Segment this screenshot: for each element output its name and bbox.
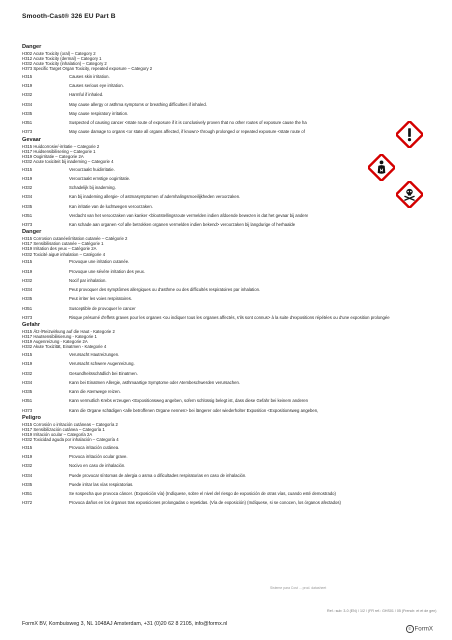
hazard-statement-row (22, 127, 416, 136)
hazard-code: H315 (22, 259, 33, 265)
hazard-statement-row (22, 257, 416, 266)
hazard-section (22, 322, 416, 415)
hazard-statement-row (22, 443, 416, 452)
health-hazard-pictogram (368, 154, 395, 181)
footer-address: FormX BV, Kombuisweg 3, NL 1048AJ Amsterdam, +31 (0)20 62 8 2105, info@formx.nl (22, 621, 228, 627)
hazard-text: Kan bij inademing allergie- of astmasymptomen of ademhalingsmoeilijkheden veroorzaken. (69, 194, 241, 200)
hazard-statement-row (22, 118, 416, 127)
hazard-code: H334 (22, 472, 33, 478)
hazard-text: Veroorzaakt huidirritatie. (69, 166, 115, 172)
hazard-code: H319 (22, 454, 33, 460)
hazard-classification: H332 Akute Toxizität, Einatmen - Kategorie 4 (22, 344, 107, 350)
hazard-text: Verursacht Hautreizungen. (69, 352, 120, 358)
signal-word: Danger (22, 44, 42, 50)
hazard-code: H334 (22, 101, 33, 107)
hazard-statement-row (22, 165, 416, 174)
signal-word: Danger (22, 229, 42, 236)
hazard-classification: H315 Huidcorrosie/-irritatie – Categorie 2 (22, 143, 100, 149)
hazard-code: H351 (22, 398, 33, 404)
hazard-text: May cause damage to organs <or state all organs affected, if known> through prolonged or repeated exposure <state route of (69, 129, 305, 135)
hazard-statement-row (22, 452, 416, 461)
hazard-section (22, 137, 416, 230)
hazard-text: Kann die Organe schädigen <alle betroffenen Organe nennen> bei längerer oder wiederholter Exposition <Expositionsweg angeben, (69, 407, 319, 413)
hazard-code: H335 (22, 481, 33, 487)
hazard-section (22, 415, 416, 508)
stamp-text: Sisteme para Cost ... prod. datasheet (270, 586, 327, 590)
hazard-statement-row (22, 183, 416, 192)
hazard-text: Provoque une irritation cutanée. (69, 259, 130, 265)
hazard-code: H373 (22, 314, 33, 320)
hazard-classification: H312 Acute Toxicity (dermal) – Category 1 (22, 55, 102, 61)
hazard-code: H351 (22, 305, 33, 311)
hazard-statement-row (22, 387, 416, 396)
hazard-code: H319 (22, 268, 33, 274)
hazard-code: H332 (22, 92, 33, 98)
hazard-code: H335 (22, 110, 33, 116)
hazard-classification: H319 Augenreizung - Kategorie 2A (22, 339, 88, 345)
hazard-classification: H302 Acute Toxicity (oral) – Category 2 (22, 50, 96, 56)
hazard-code: H315 (22, 166, 33, 172)
hazard-content (22, 44, 416, 508)
hazard-statement-row (22, 378, 416, 387)
hazard-text: Puede provocar síntomas de alergia o asma o dificultades respiratorias en caso de inhalación. (69, 472, 247, 478)
hazard-code: H315 (22, 73, 33, 79)
hazard-text: Kan schade aan organen <of alle betrokken organen vermelden indien bekend> veroorzaken bij langdurige of herhaalde (69, 222, 296, 228)
hazard-code: H335 (22, 389, 33, 395)
hazard-text: Provoque une sévère irritation des yeux. (69, 268, 146, 274)
hazard-text: Peut provoquer des symptômes allergiques ou d'asthme ou des difficultés respiratoires par inhalation. (69, 287, 261, 293)
hazard-code: H332 (22, 463, 33, 469)
hazard-classification: H317 Huidsensibilisering – Categorie 1 (22, 148, 96, 154)
hazard-statement-row (22, 174, 416, 183)
hazard-code: H335 (22, 296, 33, 302)
hazard-text: Risque présumé d'effets graves pour les organes <ou indiquer tous les organes affectés, s'ils sont connus> à la suite d'expositions répétées ou d'une exposition prolongée (69, 314, 390, 320)
hazard-text: Causes skin irritation. (69, 73, 110, 79)
hazard-code: H334 (22, 287, 33, 293)
hazard-statement-row (22, 192, 416, 201)
hazard-classification: H319 Irritation des yeux – Catégorie 2A (22, 246, 97, 252)
hazard-statement-row (22, 304, 416, 313)
hazard-text: Provoca irritación cutánea. (69, 444, 120, 450)
hazard-classification: H315 Corrosion cutanée/irritation cutanée – Catégorie 2 (22, 236, 128, 242)
hazard-text: Kann vermutlich Krebs erzeugen <Expositionsweg angeben, sofern schlüssig belegt ist, dass diese Gefahr bei keinem anderen (69, 398, 308, 404)
hazard-text: Kann die Atemwege reizen. (69, 389, 121, 395)
hazard-statement-list (22, 443, 416, 508)
brand-name: FormX (414, 625, 434, 633)
hazard-statement-list (22, 257, 416, 322)
hazard-classification: H332 Toxicidad aguda por inhalación – Categoría 4 (22, 436, 119, 442)
hazard-classification: H315 Ätz-/Reizwirkung auf die Haut - Kategorie 2 (22, 328, 115, 334)
hazard-section (22, 229, 416, 322)
hazard-code: H335 (22, 203, 33, 209)
hazard-text: Verdacht van het veroorzaken van kanker <blootstellingsroute vermelden indien afdoende bewezen is dat het gevaar bij andere (69, 212, 309, 218)
hazard-text: Kan irritatie van de luchtwegen veroorzaken. (69, 203, 153, 209)
hazard-classification: H319 Oogirritatie – Categorie 2A (22, 153, 84, 159)
brand-logo (406, 625, 433, 633)
hazard-classification: H317 Sensibilisation cutanée – Catégorie 1 (22, 241, 104, 247)
hazard-text: Suspected of causing cancer <state route of exposure if it is conclusively proven that no other routes of exposure cause the ha (69, 120, 307, 126)
skull-crossbones-pictogram (396, 181, 423, 208)
hazard-code: H351 (22, 491, 33, 497)
hazard-text: Causes serious eye irritation. (69, 83, 124, 89)
hazard-statement-row (22, 489, 416, 498)
hazard-statement-row (22, 267, 416, 276)
hazard-statement-row (22, 220, 416, 229)
hazard-text: Susceptible de provoquer le cancer (69, 305, 136, 311)
signal-word: Peligro (22, 414, 41, 421)
hazard-statement-row (22, 285, 416, 294)
hazard-code: H319 (22, 175, 33, 181)
hazard-statement-row (22, 294, 416, 303)
hazard-text: Gesundheitsschädlich bei Einatmen. (69, 370, 138, 376)
hazard-code: H315 (22, 444, 33, 450)
hazard-statement-row (22, 72, 416, 81)
hazard-statement-row (22, 480, 416, 489)
hazard-statement-list (22, 350, 416, 415)
hazard-statement-row (22, 359, 416, 368)
document-title: Smooth-Cast® 326 EU Part B (22, 13, 116, 20)
hazard-code: H319 (22, 83, 33, 89)
hazard-text: Kann bei Einatmen Allergie, asthmaartige Symptome oder Atembeschwerden verursachen. (69, 379, 241, 385)
hazard-code: H332 (22, 370, 33, 376)
hazard-statement-row (22, 471, 416, 480)
hazard-statement-row (22, 81, 416, 90)
hazard-classification: H332 Acute Toxicity (inhalation) – Category 2 (22, 60, 107, 66)
hazard-code: H334 (22, 379, 33, 385)
hazard-code: H351 (22, 120, 33, 126)
hazard-classification: H332 Acute toxiciteit bij inademing – Categorie 4 (22, 158, 114, 164)
hazard-statement-row (22, 406, 416, 415)
hazard-code: H319 (22, 361, 33, 367)
hazard-classification: H317 Hautsensibilisierung - Kategorie 1 (22, 334, 97, 340)
hazard-classification: H332 Toxicité aiguë inhalation – Catégorie 4 (22, 251, 106, 257)
hazard-text: Schadelijk bij inademing. (69, 185, 116, 191)
hazard-classification: H317 Sensibilización cutánea – Categoría 1 (22, 426, 105, 432)
hazard-statement-row (22, 90, 416, 99)
hazard-code: H373 (22, 407, 33, 413)
hazard-statement-row (22, 202, 416, 211)
hazard-statement-row (22, 369, 416, 378)
hazard-text: Nocif par inhalation. (69, 277, 107, 283)
signal-word: Gefahr (22, 322, 41, 329)
hazard-statement-row (22, 461, 416, 470)
hazard-code: H332 (22, 277, 33, 283)
hazard-code: H373 (22, 222, 33, 228)
hazard-statement-row (22, 498, 416, 507)
hazard-code: H373 (22, 129, 33, 135)
hazard-statement-row (22, 276, 416, 285)
hazard-statement-row (22, 109, 416, 118)
exclamation-mark-pictogram (396, 121, 423, 148)
hazard-section (22, 44, 416, 137)
hazard-text: Peut irriter les voies respiratoires. (69, 296, 133, 302)
hazard-text: May cause allergy or asthma symptoms or breathing difficulties if inhaled. (69, 101, 207, 107)
hazard-classification: H319 Irritación ocular – Categoría 2A (22, 431, 93, 437)
hazard-code: H332 (22, 185, 33, 191)
hazard-text: Se sospecha que provoca cáncer. (Exposición vía) (Indíquese, sobre el nivel del riesgo de exposición de otras vías, cuando esté demostrado) (69, 491, 336, 497)
hazard-text: Harmful if inhaled. (69, 92, 104, 98)
hazard-statement-list (22, 165, 416, 230)
signal-word: Gevaar (22, 136, 41, 143)
hazard-code: H372 (22, 500, 33, 506)
hazard-code: H315 (22, 352, 33, 358)
hazard-code: H334 (22, 194, 33, 200)
hazard-statement-row (22, 396, 416, 405)
hazard-statement-row (22, 350, 416, 359)
hazard-statement-list (22, 72, 416, 137)
hazard-classification: H315 Corrosión o irritación cutáneas – Categoría 2 (22, 421, 118, 427)
hazard-text: Nocivo en caso de inhalación. (69, 463, 126, 469)
hazard-statement-row (22, 100, 416, 109)
hazard-code: H351 (22, 212, 33, 218)
hazard-text: May cause respiratory irritation. (69, 110, 129, 116)
hazard-classification: H373 Specific Target Organ Toxicity, repeated exposure – Category 2 (22, 66, 153, 72)
hazard-statement-row (22, 211, 416, 220)
hazard-text: Provoca daños en los órganos tras exposiciones prolongadas o repetidas. (Vía de exposición) (Indíquese, si se conocen, los órganos afectados) (69, 500, 341, 506)
copyright-icon: © (406, 625, 414, 633)
hazard-text: Provoca irritación ocular grave. (69, 454, 128, 460)
hazard-statement-row (22, 313, 416, 322)
hazard-text: Verursacht schwere Augenreizung. (69, 361, 135, 367)
hazard-text: Veroorzaakt ernstige oogirritatie. (69, 175, 131, 181)
reference-note: Ref.: sub: 3-0 (EN) / 1/2 / (FR ref.: GHS01 / 05 (French: et et de gen) (327, 609, 437, 613)
hazard-text: Puede irritar las vías respiratorias. (69, 481, 134, 487)
